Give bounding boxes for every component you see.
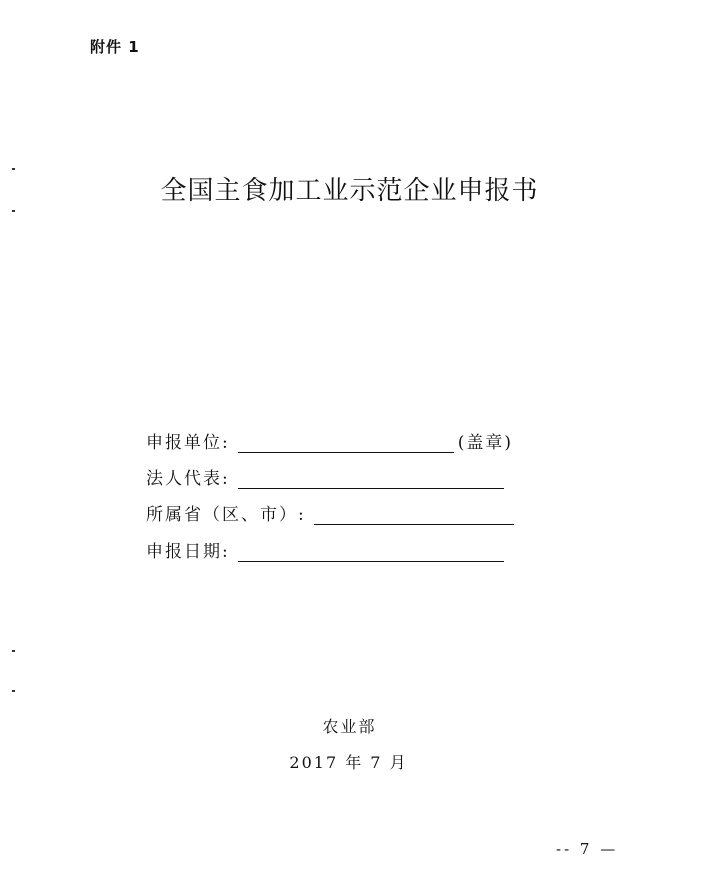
blank-line[interactable]: [238, 543, 504, 562]
field-label: 所属省（区、市）:: [146, 505, 306, 525]
issuing-department: 农业部: [322, 717, 377, 736]
page-number: -- 7 —: [556, 840, 619, 858]
field-label: 申报单位:: [146, 433, 230, 453]
blank-line[interactable]: [314, 506, 514, 525]
scan-mark: [12, 210, 15, 212]
form-field-province: [146, 500, 514, 525]
form-field-application-date: [146, 537, 504, 562]
field-suffix: (盖章): [457, 433, 513, 453]
scan-mark: [12, 650, 15, 652]
form-field-legal-representative: [146, 464, 504, 489]
scan-mark: [12, 690, 15, 692]
form-field-applicant-unit: [146, 428, 513, 453]
document-title: 全国主食加工业示范企业申报书: [160, 176, 539, 206]
field-label: 申报日期:: [146, 542, 230, 562]
field-label: 法人代表:: [146, 469, 230, 489]
blank-line[interactable]: [238, 434, 454, 453]
attachment-label: 附件 1: [90, 38, 140, 56]
issue-date: 2017 年 7 月: [289, 753, 408, 772]
blank-line[interactable]: [238, 470, 504, 489]
